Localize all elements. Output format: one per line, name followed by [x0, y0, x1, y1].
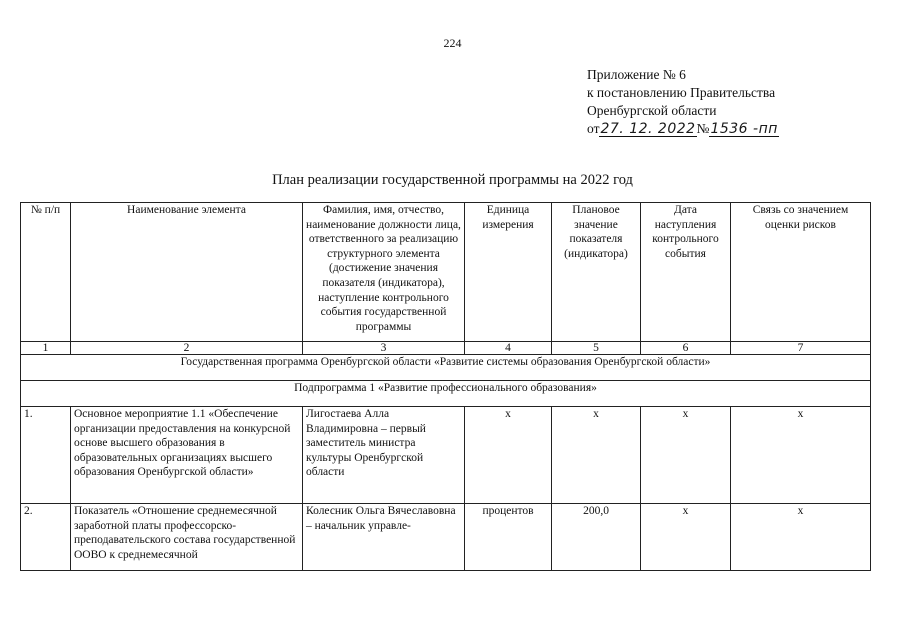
column-number: 5	[552, 342, 641, 355]
plan-value: х	[552, 407, 641, 504]
program-title: Государственная программа Оренбургской области «Развитие системы образования Оренбургской области»	[21, 355, 871, 381]
unit: х	[465, 407, 552, 504]
responsible-person: Колесник Ольга Вячеславовна – начальник управле-	[303, 504, 465, 571]
column-number-row	[21, 342, 871, 355]
header-cell: Плановое значение показателя (индикатора)	[552, 203, 641, 342]
header-cell: Связь со значением оценки рисков	[731, 203, 871, 342]
subprogram-title: Подпрограмма 1 «Развитие профессионального образования»	[21, 381, 871, 407]
column-number: 1	[21, 342, 71, 355]
page-number: 224	[443, 36, 462, 50]
table-row	[21, 407, 871, 504]
header-cell: Фамилия, имя, отчество, наименование должности лица, ответственного за реализацию структурного элемента (достижение значения показателя (индикатора), наступление контрольного события государственной программы	[303, 203, 465, 342]
element-name: Показатель «Отношение среднемесячной заработной платы профессорско-преподавательского состава государственной ООВО к среднемесячной	[71, 504, 303, 571]
risk-link: х	[731, 504, 871, 571]
column-number: 4	[465, 342, 552, 355]
table-row	[21, 504, 871, 571]
header-cell: № п/п	[21, 203, 71, 342]
row-number: 2.	[21, 504, 71, 571]
from-prefix: от	[587, 121, 600, 136]
number-prefix: №	[696, 121, 710, 136]
risk-link: х	[731, 407, 871, 504]
header-cell: Дата наступления контрольного события	[641, 203, 731, 342]
unit: процентов	[465, 504, 552, 571]
appendix-line-3: Оренбургской области	[587, 103, 717, 118]
subprogram-row	[21, 381, 871, 407]
event-date: х	[641, 504, 731, 571]
table-header-row	[21, 203, 871, 342]
program-row	[21, 355, 871, 381]
column-number: 3	[303, 342, 465, 355]
handwritten-number: 1536 -пп	[710, 121, 778, 137]
document-title: План реализации государственной программы на 2022 год	[272, 172, 633, 188]
appendix-block	[587, 66, 779, 138]
appendix-line-1: Приложение № 6	[587, 67, 686, 82]
header-cell: Единица измерения	[465, 203, 552, 342]
plan-value: 200,0	[552, 504, 641, 571]
event-date: х	[641, 407, 731, 504]
responsible-person: Лигостаева Алла Владимировна – первый заместитель министра культуры Оренбургской области	[303, 407, 465, 504]
header-cell: Наименование элемента	[71, 203, 303, 342]
column-number: 2	[71, 342, 303, 355]
plan-table	[20, 202, 871, 571]
handwritten-date: 27. 12. 2022	[600, 121, 696, 137]
column-number: 6	[641, 342, 731, 355]
row-number: 1.	[21, 407, 71, 504]
element-name: Основное мероприятие 1.1 «Обеспечение организации предоставления на конкурсной основе высшего образования в образовательных организациях высшего образования Оренбургской области»	[71, 407, 303, 504]
appendix-line-2: к постановлению Правительства	[587, 85, 776, 100]
appendix-date-number-line	[587, 120, 779, 138]
column-number: 7	[731, 342, 871, 355]
